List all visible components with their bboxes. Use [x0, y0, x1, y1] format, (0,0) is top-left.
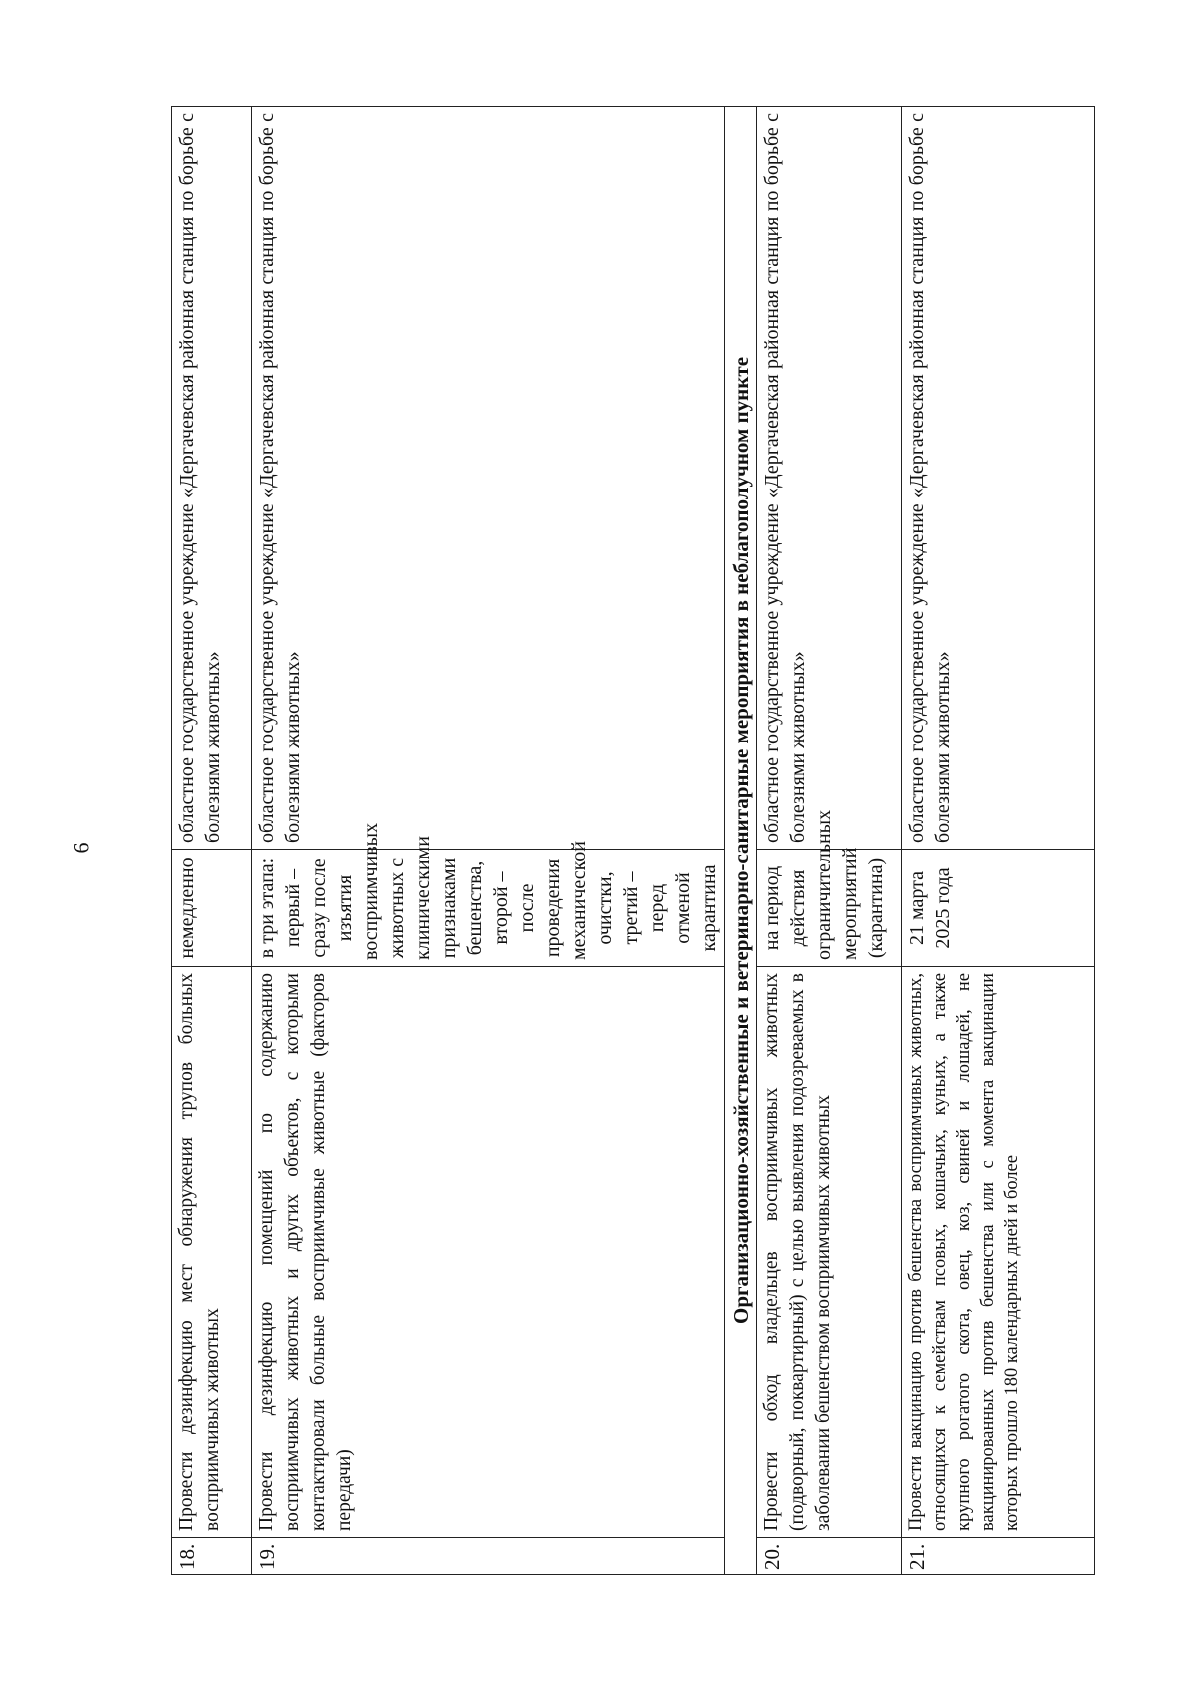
- action-cell: Провести вакцинацию против бешенства восприимчивых животных, относящихся к семействам псовых, кошачьих, куньих, а также крупного рогатого скота, овец, коз, свиней и лошадей, не вакцинированных против бешенства или с момента вакцинации которых прошло 180 календарных дней и более: [902, 967, 1095, 1538]
- term-cell: на период действия ограничительных мероприятий (карантина): [757, 850, 902, 967]
- section-title: Организационно-хозяйственные и ветеринарно-санитарные мероприятия в неблагополучном пункте: [725, 107, 757, 1575]
- row-number: 21.: [902, 1538, 1095, 1575]
- table-row: [252, 107, 725, 1575]
- table-row: [902, 107, 1095, 1575]
- executor-cell: областное государственное учреждение «Дергачевская районная станция по борьбе с болезнями животных»: [172, 107, 252, 850]
- rotated-table-container: [171, 107, 1095, 1575]
- row-number: 18.: [172, 1538, 252, 1575]
- executor-cell: областное государственное учреждение «Дергачевская районная станция по борьбе с болезнями животных»: [252, 107, 725, 850]
- term-cell: в три этапа: первый – сразу после изъятия восприимчивых животных с клиническими признаками бешенства, второй – после проведения механической очистки, третий – перед отменой карантина: [252, 850, 725, 967]
- measures-table: [171, 106, 1095, 1575]
- action-cell: Провести обход владельцев восприимчивых животных (подворный, поквартирный) с целью выявления подозреваемых в заболевании бешенством восприимчивых животных: [757, 967, 902, 1538]
- action-cell: Провести дезинфекцию мест обнаружения трупов больных восприимчивых животных: [172, 967, 252, 1538]
- row-number: 20.: [757, 1538, 902, 1575]
- section-row: [725, 107, 757, 1575]
- page-number: 6: [68, 842, 94, 854]
- action-cell: Провести дезинфекцию помещений по содержанию восприимчивых животных и других объектов, с которыми контактировали больные восприимчивые животные (факторов передачи): [252, 967, 725, 1538]
- executor-cell: областное государственное учреждение «Дергачевская районная станция по борьбе с болезнями животных»: [902, 107, 1095, 850]
- table-row: [172, 107, 252, 1575]
- table-row: [757, 107, 902, 1575]
- row-number: 19.: [252, 1538, 725, 1575]
- term-cell: 21 марта 2025 года: [902, 850, 1095, 967]
- term-cell: немедленно: [172, 850, 252, 967]
- executor-cell: областное государственное учреждение «Дергачевская районная станция по борьбе с болезнями животных»: [757, 107, 902, 850]
